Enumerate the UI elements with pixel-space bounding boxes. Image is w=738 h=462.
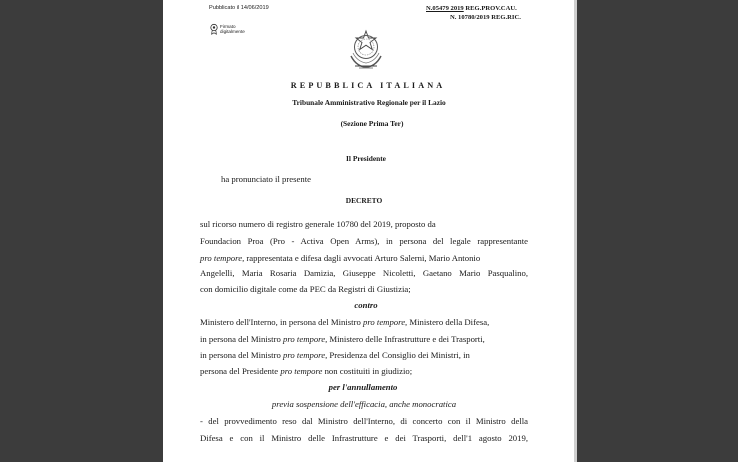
body-line-7: in persona del Ministro pro tempore, Ministero delle Infrastrutture e dei Trasporti,: [200, 334, 485, 344]
body-line-6: Ministero dell'Interno, in persona del Ministro pro tempore, Ministero della Difesa,: [200, 317, 490, 327]
body-line-4: Angelelli, Maria Rosaria Damizia, Giuseppe Nicoletti, Gaetano Mario Pasqualino,: [200, 268, 528, 278]
pronounced-line: ha pronunciato il presente: [221, 174, 311, 184]
body-line-2: Foundacion Proa (Pro - Activa Open Arms), in persona del legale rappresentante: [200, 236, 528, 246]
decree-heading: DECRETO: [345, 196, 383, 205]
court-name: Tribunale Amministrativo Regionale per il Lazio: [292, 98, 446, 107]
suspension-heading: previa sospensione dell'efficacia, anche monocratica: [271, 399, 457, 409]
digital-signature-label: Firmato digitalmente: [220, 24, 245, 35]
contro-heading: contro: [354, 300, 378, 310]
republic-title: REPUBBLICA ITALIANA: [290, 81, 446, 90]
document-page: [163, 0, 574, 462]
digital-signature-icon: [209, 23, 219, 35]
president-heading: Il Presidente: [346, 154, 386, 163]
reg-prov-number: N.05479 2019 REG.PROV.CAU.: [426, 5, 517, 12]
body-line-9: persona del Presidente pro tempore non costituiti in giudizio;: [200, 366, 413, 376]
body-line-10: - del provvedimento reso dal Ministro dell'Interno, di concerto con il Ministro della: [200, 416, 528, 426]
body-line-5: con domicilio digitale come da PEC da Registri di Giustizia;: [200, 284, 411, 294]
reg-ric-number: N. 10780/2019 REG.RIC.: [450, 14, 521, 21]
body-line-1: sul ricorso numero di registro generale 10780 del 2019, proposto da: [200, 219, 436, 229]
page-edge: [574, 0, 577, 462]
published-date: Pubblicato il 14/06/2019: [209, 5, 269, 11]
court-section: (Sezione Prima Ter): [340, 119, 404, 128]
republic-emblem-icon: [347, 28, 385, 70]
body-line-3: pro tempore, rappresentata e difesa dagli avvocati Arturo Salerni, Mario Antonio: [200, 253, 481, 263]
body-line-11: Difesa e con il Ministro delle Infrastrutture e dei Trasporti, dell'1 agosto 2019,: [200, 433, 528, 443]
body-line-8: in persona del Ministro pro tempore, Presidenza del Consiglio dei Ministri, in: [200, 350, 470, 360]
annulment-heading: per l'annullamento: [328, 382, 398, 392]
